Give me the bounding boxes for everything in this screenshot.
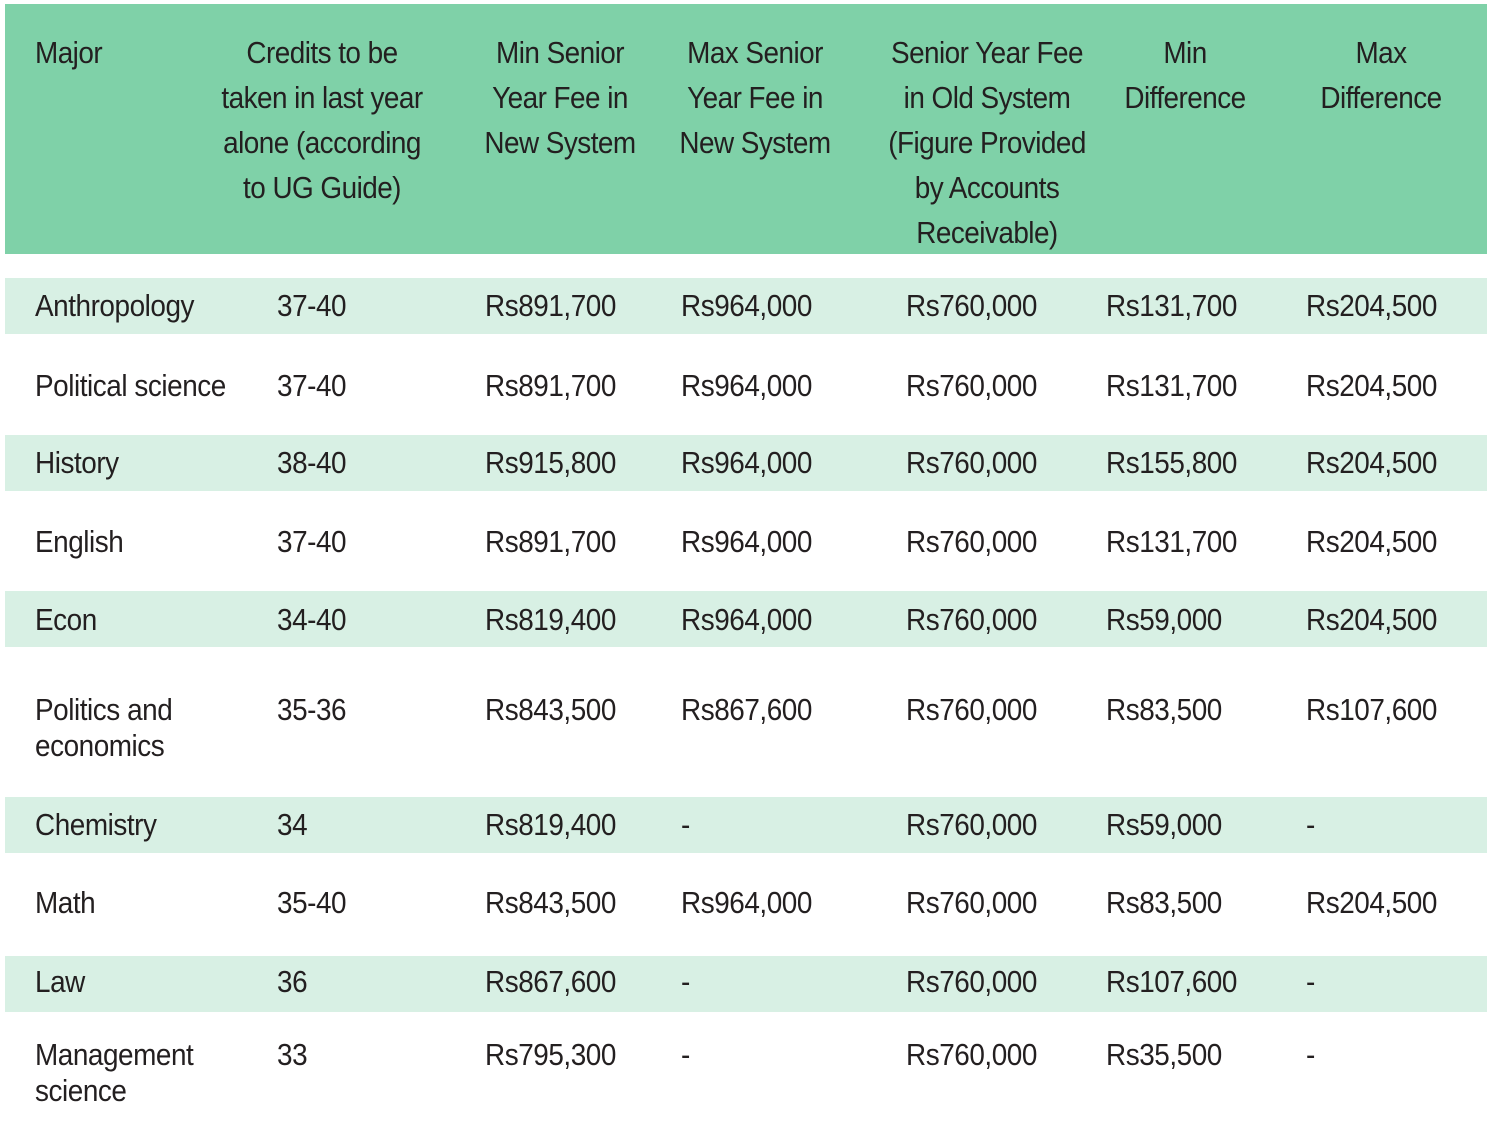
cell-min-diff: Rs155,800 [1106, 445, 1237, 480]
cell-credits: 34-40 [277, 602, 347, 637]
table-row [5, 278, 1487, 334]
cell-major [35, 807, 157, 843]
cell-major [35, 288, 194, 324]
header-line: Year Fee in [687, 80, 823, 115]
header-line: in Old System [903, 80, 1071, 115]
table-row [5, 956, 1487, 1012]
cell-old-fee: Rs760,000 [906, 1037, 1037, 1072]
cell-old-fee: Rs760,000 [906, 445, 1037, 480]
cell-credits: 33 [277, 1037, 308, 1072]
major-line: science [35, 1073, 127, 1108]
cell-min-diff: Rs131,700 [1106, 524, 1237, 559]
header-credits [214, 30, 430, 210]
header-major [35, 30, 179, 75]
header-max-new-fee [674, 30, 836, 165]
header-min-new-fee [479, 30, 641, 165]
table-row [5, 1012, 1487, 1137]
cell-major [35, 964, 85, 1000]
cell-min-diff: Rs35,500 [1106, 1037, 1222, 1072]
cell-credits: 37-40 [277, 368, 347, 403]
cell-min-diff: Rs107,600 [1106, 964, 1237, 999]
table-row [5, 797, 1487, 853]
cell-max-diff: Rs204,500 [1306, 524, 1437, 559]
cell-min-diff: Rs83,500 [1106, 885, 1222, 920]
header-line: Receivable) [916, 215, 1058, 250]
cell-credits: 38-40 [277, 445, 347, 480]
header-line: (Figure Provided [888, 125, 1086, 160]
major-line: Anthropology [35, 288, 195, 323]
header-line: Min [1163, 35, 1207, 70]
header-min-diff [1113, 30, 1257, 120]
cell-major [35, 445, 119, 481]
major-line: Econ [35, 602, 97, 637]
cell-min-new-fee: Rs891,700 [485, 288, 616, 323]
cell-credits: 37-40 [277, 524, 347, 559]
cell-credits: 36 [277, 964, 308, 999]
cell-min-new-fee: Rs891,700 [485, 524, 616, 559]
header-line: Max [1355, 35, 1407, 70]
cell-credits: 35-36 [277, 692, 347, 727]
cell-min-diff: Rs131,700 [1106, 368, 1237, 403]
cell-max-diff: Rs204,500 [1306, 602, 1437, 637]
cell-max-diff: - [1306, 964, 1315, 999]
table-row [5, 334, 1487, 435]
table-header [5, 4, 1487, 254]
cell-max-new-fee: Rs964,000 [681, 445, 812, 480]
cell-max-diff: Rs204,500 [1306, 368, 1437, 403]
header-line: Senior Year Fee [890, 35, 1084, 70]
cell-min-new-fee: Rs915,800 [485, 445, 616, 480]
cell-credits: 37-40 [277, 288, 347, 323]
cell-old-fee: Rs760,000 [906, 692, 1037, 727]
header-line: Max Senior [687, 35, 823, 70]
cell-max-diff: Rs204,500 [1306, 445, 1437, 480]
cell-min-diff: Rs83,500 [1106, 692, 1222, 727]
header-line: Difference [1124, 80, 1246, 115]
major-line: Math [35, 885, 96, 920]
cell-old-fee: Rs760,000 [906, 807, 1037, 842]
cell-min-new-fee: Rs843,500 [485, 692, 616, 727]
header-line: Credits to be [246, 35, 398, 70]
cell-old-fee: Rs760,000 [906, 288, 1037, 323]
table-row [5, 591, 1487, 647]
major-line: Law [35, 964, 85, 999]
cell-max-diff: Rs107,600 [1306, 692, 1437, 727]
cell-max-new-fee: Rs964,000 [681, 524, 812, 559]
header-line: Difference [1320, 80, 1442, 115]
header-line: Major [35, 35, 103, 70]
header-line: New System [679, 125, 831, 160]
cell-old-fee: Rs760,000 [906, 368, 1037, 403]
major-line: Political science [35, 368, 226, 403]
cell-min-new-fee: Rs795,300 [485, 1037, 616, 1072]
header-line: to UG Guide) [243, 170, 401, 205]
cell-min-new-fee: Rs819,400 [485, 807, 616, 842]
cell-min-new-fee: Rs867,600 [485, 964, 616, 999]
major-line: economics [35, 728, 165, 763]
table-row [5, 435, 1487, 491]
major-line: History [35, 445, 119, 480]
cell-max-new-fee: Rs964,000 [681, 288, 812, 323]
cell-major [35, 602, 97, 638]
cell-max-new-fee: Rs964,000 [681, 602, 812, 637]
cell-old-fee: Rs760,000 [906, 964, 1037, 999]
cell-min-diff: Rs59,000 [1106, 602, 1222, 637]
header-line: Min Senior [496, 35, 624, 70]
cell-min-diff: Rs59,000 [1106, 807, 1222, 842]
cell-max-new-fee: Rs867,600 [681, 692, 812, 727]
cell-min-diff: Rs131,700 [1106, 288, 1237, 323]
cell-max-new-fee: - [681, 964, 690, 999]
cell-old-fee: Rs760,000 [906, 885, 1037, 920]
major-line: Politics and [35, 692, 173, 727]
header-max-diff [1309, 30, 1453, 120]
header-line: alone (according [223, 125, 421, 160]
cell-credits: 35-40 [277, 885, 347, 920]
header-line: by Accounts [914, 170, 1060, 205]
cell-major [35, 1037, 193, 1109]
cell-min-new-fee: Rs843,500 [485, 885, 616, 920]
major-line: Chemistry [35, 807, 157, 842]
cell-min-new-fee: Rs891,700 [485, 368, 616, 403]
cell-max-new-fee: - [681, 807, 690, 842]
major-line: Management [35, 1037, 194, 1072]
cell-old-fee: Rs760,000 [906, 602, 1037, 637]
table-row [5, 853, 1487, 956]
header-old-fee [879, 30, 1095, 255]
cell-max-diff: - [1306, 1037, 1315, 1072]
header-line: taken in last year [221, 80, 423, 115]
cell-min-new-fee: Rs819,400 [485, 602, 616, 637]
cell-major [35, 885, 95, 921]
header-line: Year Fee in [492, 80, 628, 115]
cell-old-fee: Rs760,000 [906, 524, 1037, 559]
cell-max-new-fee: Rs964,000 [681, 368, 812, 403]
cell-max-diff: Rs204,500 [1306, 288, 1437, 323]
major-line: English [35, 524, 124, 559]
cell-major [35, 368, 226, 404]
cell-max-new-fee: Rs964,000 [681, 885, 812, 920]
cell-max-new-fee: - [681, 1037, 690, 1072]
table-row [5, 491, 1487, 591]
cell-credits: 34 [277, 807, 308, 842]
header-line: New System [484, 125, 636, 160]
cell-max-diff: Rs204,500 [1306, 885, 1437, 920]
cell-max-diff: - [1306, 807, 1315, 842]
cell-major [35, 692, 172, 764]
cell-major [35, 524, 123, 560]
table-row [5, 647, 1487, 797]
